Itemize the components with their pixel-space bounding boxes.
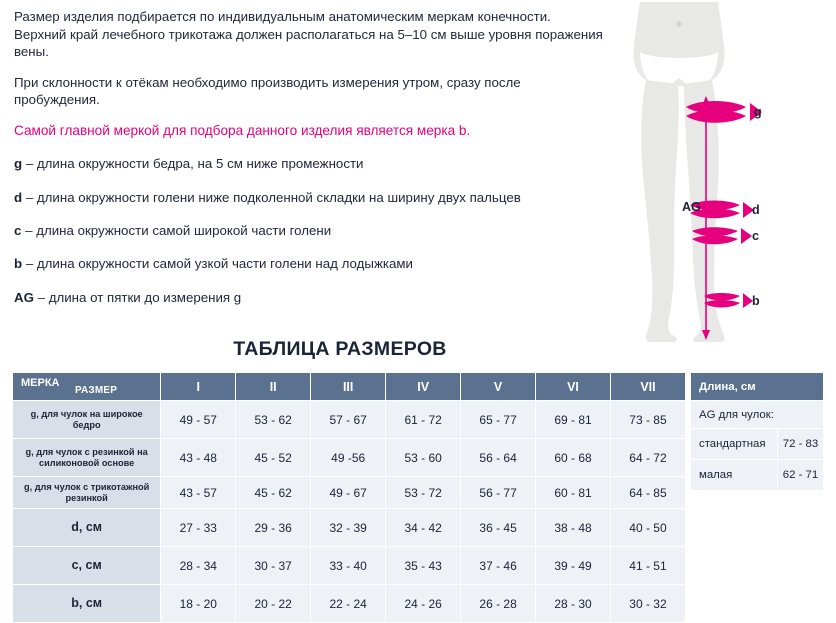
legend-key-b: b <box>14 256 23 272</box>
cell-g-knit-6: 60 - 81 <box>536 477 611 509</box>
row-label-g-wide: g, для чулок на широкое бедро <box>13 401 161 439</box>
legend-key-d: d <box>14 189 23 205</box>
cell-g-silicone-4: 53 - 60 <box>386 439 461 477</box>
cell-d-4: 34 - 42 <box>386 509 461 547</box>
size-column-2: II <box>236 373 311 401</box>
size-table-header-row <box>13 373 686 401</box>
intro-highlight: Самой главной меркой для подбора данного изделия является мерка b. <box>14 122 471 138</box>
cell-c-3: 33 - 40 <box>311 547 386 585</box>
cell-g-wide-7: 73 - 85 <box>610 401 685 439</box>
cell-g-wide-5: 65 - 77 <box>461 401 536 439</box>
legend-key-ag: AG <box>14 289 34 305</box>
cell-g-knit-1: 43 - 57 <box>161 477 236 509</box>
legend-text-c: – длина окружности самой широкой части голени <box>21 222 332 238</box>
cell-b-6: 28 - 30 <box>536 585 611 623</box>
cell-d-5: 36 - 45 <box>461 509 536 547</box>
length-table-header-row <box>691 373 824 401</box>
table-row <box>13 547 686 585</box>
cell-g-silicone-6: 60 - 68 <box>536 439 611 477</box>
row-label-c: c, см <box>13 547 161 585</box>
cell-b-3: 22 - 24 <box>311 585 386 623</box>
measure-legend <box>14 155 604 305</box>
cell-g-knit-4: 53 - 72 <box>386 477 461 509</box>
corner-size-label: РАЗМЕР <box>75 385 118 396</box>
row-label-b: b, см <box>13 585 161 623</box>
cell-g-knit-5: 56 - 77 <box>461 477 536 509</box>
length-table-subheader-row <box>691 401 824 429</box>
legend-item-c <box>14 222 604 239</box>
length-table <box>690 372 824 491</box>
size-column-1: I <box>161 373 236 401</box>
cell-g-knit-2: 45 - 62 <box>236 477 311 509</box>
cell-d-3: 32 - 39 <box>311 509 386 547</box>
cell-g-silicone-5: 56 - 64 <box>461 439 536 477</box>
intro-paragraph-2: При склонности к отёкам необходимо производить измерения утром, сразу после пробуждения. <box>14 74 521 108</box>
cell-g-silicone-1: 43 - 48 <box>161 439 236 477</box>
table-row <box>691 429 824 460</box>
figure-label-g: g <box>754 105 762 119</box>
length-row-label-standard: стандартная <box>691 429 778 460</box>
legend-item-b <box>14 255 604 272</box>
size-table-title: ТАБЛИЦА РАЗМЕРОВ <box>233 338 447 360</box>
size-table-corner-cell <box>13 373 161 401</box>
cell-b-1: 18 - 20 <box>161 585 236 623</box>
legend-key-g: g <box>14 156 23 172</box>
left-leg-shape <box>641 80 679 324</box>
length-row-label-small: малая <box>691 460 778 491</box>
cell-b-7: 30 - 32 <box>610 585 685 623</box>
table-row <box>13 585 686 623</box>
legend-item-ag <box>14 289 604 306</box>
intro-paragraph-1: Размер изделия подбирается по индивидуальным анатомическим меркам конечности. Верхний край лечебного трикотажа должен располагаться на 5–10 см выше уровня поражения вены. <box>14 9 603 60</box>
cell-g-knit-3: 49 - 67 <box>311 477 386 509</box>
cell-d-7: 40 - 50 <box>610 509 685 547</box>
figure-label-d: d <box>752 203 760 217</box>
table-row <box>691 460 824 491</box>
legend-text-ag: – длина от пятки до измерения g <box>33 289 242 305</box>
figure-label-ag: AG <box>682 200 701 214</box>
length-table-subheader: AG для чулок: <box>691 401 824 429</box>
cell-c-7: 41 - 51 <box>610 547 685 585</box>
legend-key-c: c <box>14 222 22 238</box>
table-row <box>13 509 686 547</box>
cell-d-6: 38 - 48 <box>536 509 611 547</box>
size-column-7: VII <box>610 373 685 401</box>
size-column-3: III <box>311 373 386 401</box>
cell-g-wide-4: 61 - 72 <box>386 401 461 439</box>
cell-c-6: 39 - 49 <box>536 547 611 585</box>
row-label-d: d, см <box>13 509 161 547</box>
band-g <box>686 101 762 123</box>
table-row <box>13 401 686 439</box>
legs-figure-svg <box>600 0 836 345</box>
cell-g-wide-6: 69 - 81 <box>536 401 611 439</box>
cell-b-5: 26 - 28 <box>461 585 536 623</box>
cell-c-2: 30 - 37 <box>236 547 311 585</box>
leg-measurement-illustration <box>600 0 836 345</box>
size-table <box>12 372 686 623</box>
size-column-5: V <box>461 373 536 401</box>
length-row-value-small: 62 - 71 <box>778 460 824 491</box>
size-column-4: IV <box>386 373 461 401</box>
cell-c-5: 37 - 46 <box>461 547 536 585</box>
table-row <box>13 477 686 509</box>
cell-g-wide-1: 49 - 57 <box>161 401 236 439</box>
cell-d-2: 29 - 36 <box>236 509 311 547</box>
cell-g-silicone-3: 49 -56 <box>311 439 386 477</box>
cell-d-1: 27 - 33 <box>161 509 236 547</box>
table-row <box>13 439 686 477</box>
figure-label-b: b <box>752 294 760 308</box>
corner-measure-label: МЕРКА <box>21 377 60 389</box>
cell-b-4: 24 - 26 <box>386 585 461 623</box>
figure-label-c: c <box>752 229 759 243</box>
length-table-header: Длина, см <box>691 373 824 401</box>
legend-text-d: – длина окружности голени ниже подколенной складки на ширину двух пальцев <box>22 189 521 205</box>
size-column-6: VI <box>536 373 611 401</box>
cell-c-4: 35 - 43 <box>386 547 461 585</box>
legend-text-g: – длина окружности бедра, на 5 см ниже промежности <box>22 156 364 172</box>
cell-c-1: 28 - 34 <box>161 547 236 585</box>
length-row-value-standard: 72 - 83 <box>778 429 824 460</box>
cell-g-silicone-7: 64 - 72 <box>610 439 685 477</box>
cell-b-2: 20 - 22 <box>236 585 311 623</box>
cell-g-wide-2: 53 - 62 <box>236 401 311 439</box>
legend-text-b: – длина окружности самой узкой части голени над лодыжками <box>22 256 413 272</box>
row-label-g-silicone: g, для чулок с резинкой на силиконовой основе <box>13 439 161 477</box>
legend-item-d <box>14 189 604 206</box>
cell-g-wide-3: 57 - 67 <box>311 401 386 439</box>
row-label-g-knit: g, для чулок с трикотажной резинкой <box>13 477 161 509</box>
legend-item-g <box>14 155 604 172</box>
cell-g-silicone-2: 45 - 52 <box>236 439 311 477</box>
navel-detail <box>676 21 681 27</box>
intro-text-column <box>14 8 604 322</box>
cell-g-knit-7: 64 - 85 <box>610 477 685 509</box>
